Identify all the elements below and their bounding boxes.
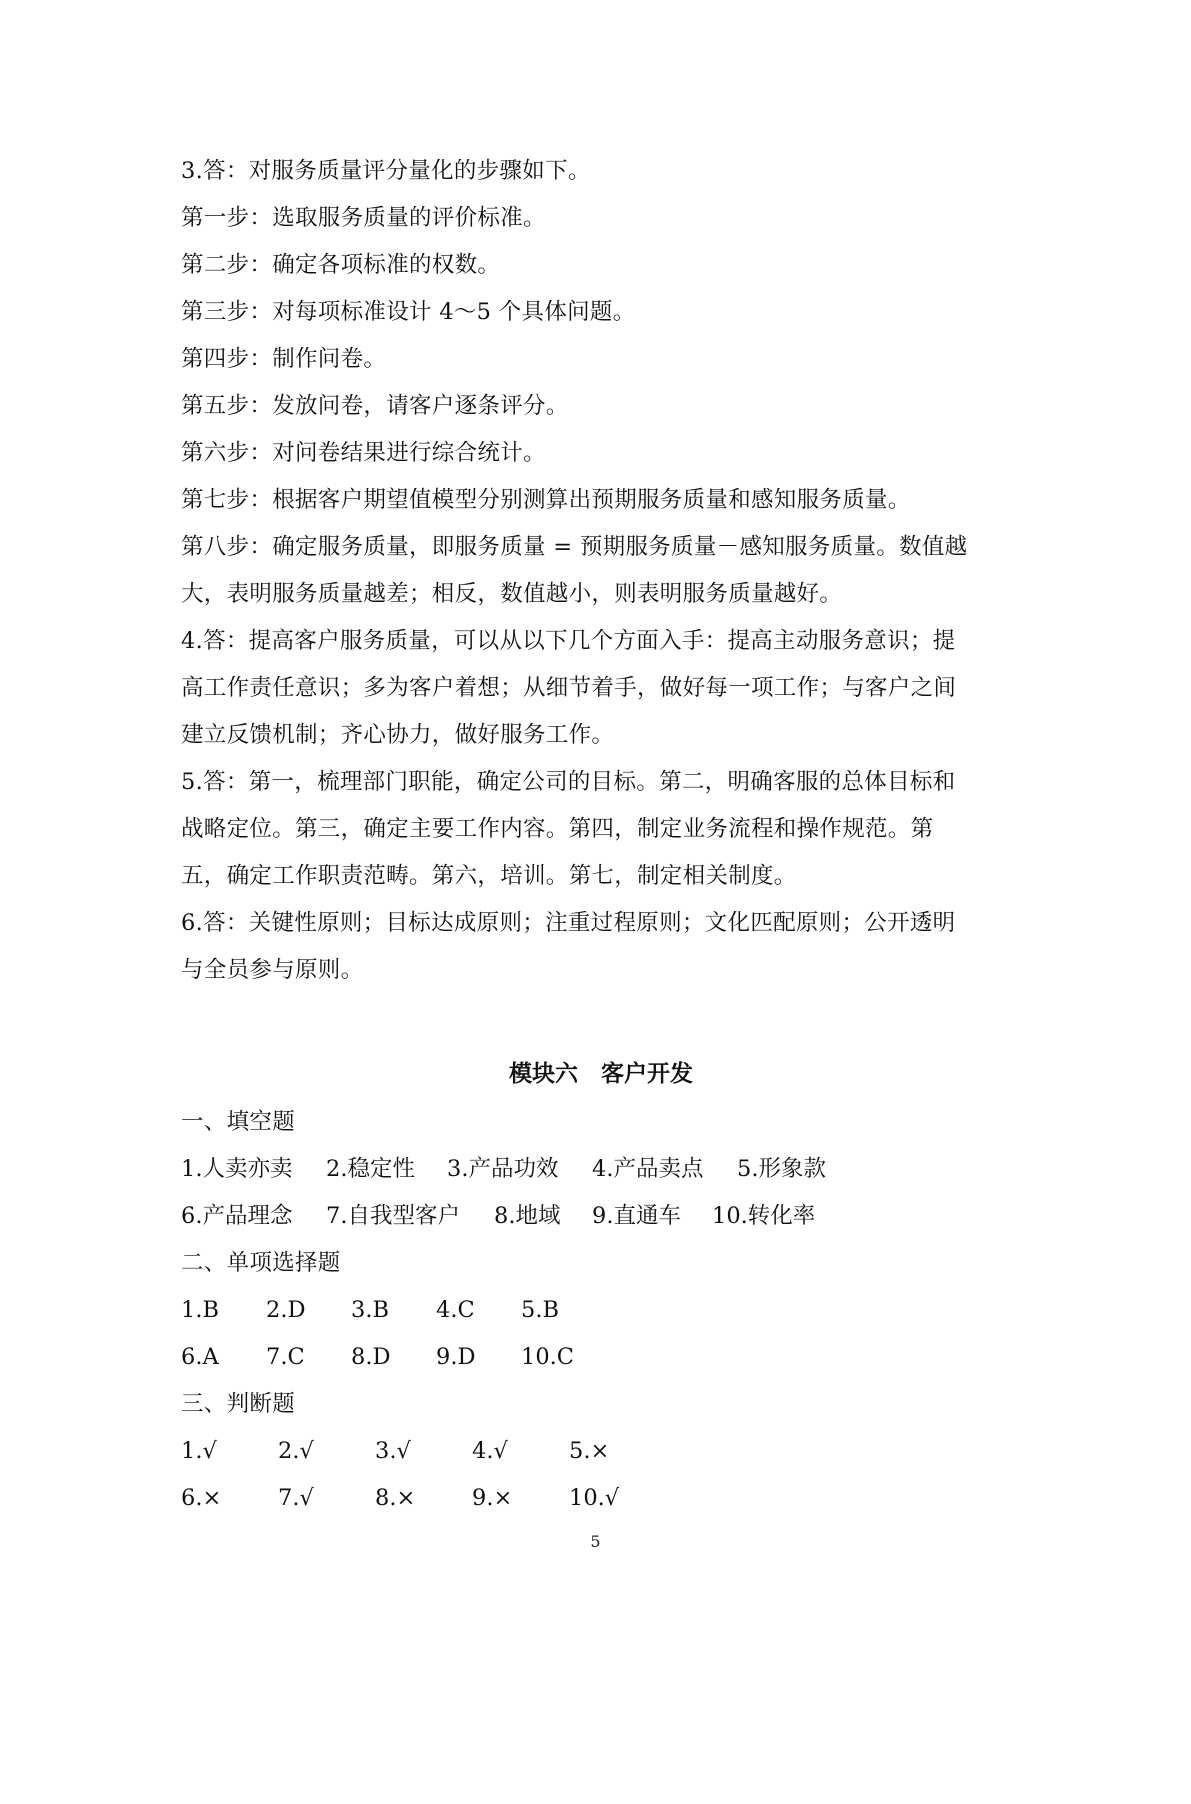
fill-answer-6: 6.产品理念: [181, 1203, 293, 1229]
choice-answer-1: 1.B: [181, 1297, 220, 1323]
fill-answer-4: 4.产品卖点: [592, 1156, 704, 1182]
judge-answer-2: 2.√: [278, 1438, 314, 1464]
choice-answer-4: 4.C: [436, 1297, 475, 1323]
section-spacer: [181, 994, 1021, 1049]
choice-answer-2: 2.D: [266, 1297, 306, 1323]
section-2-row-2: [181, 1334, 1021, 1381]
answer-6-line-1: 6.答：关键性原则；目标达成原则；注重过程原则；文化匹配原则；公开透明: [181, 910, 956, 936]
answer-6-line-2: 与全员参与原则。: [181, 957, 364, 983]
judge-answer-7: 7.√: [278, 1485, 314, 1511]
answer-3-step-4: 第四步：制作问卷。: [181, 346, 387, 372]
fill-answer-2: 2.稳定性: [326, 1156, 415, 1182]
fill-answer-3: 3.产品功效: [447, 1156, 559, 1182]
answer-3-step-7: 第七步：根据客户期望值模型分别测算出预期服务质量和感知服务质量。: [181, 487, 911, 513]
page-content: [181, 148, 1021, 1522]
judge-answer-3: 3.√: [375, 1438, 411, 1464]
fill-answer-9: 9.直通车: [592, 1203, 681, 1229]
choice-answer-3: 3.B: [351, 1297, 390, 1323]
section-1-row-2: [181, 1193, 1021, 1240]
answer-3-step-3: 第三步：对每项标准设计 4～5 个具体问题。: [181, 299, 636, 325]
section-3-row-2: [181, 1475, 1021, 1522]
page-number: 5: [590, 1532, 601, 1551]
fill-answer-8: 8.地域: [494, 1203, 561, 1229]
fill-answer-5: 5.形象款: [737, 1156, 826, 1182]
judge-answer-8: 8.×: [375, 1485, 416, 1511]
judge-answer-1: 1.√: [181, 1438, 217, 1464]
section-1-row-1: [181, 1146, 1021, 1193]
fill-answer-10: 10.转化率: [712, 1203, 816, 1229]
answer-4-line-2: 高工作责任意识；多为客户着想；从细节着手，做好每一项工作；与客户之间: [181, 675, 957, 701]
choice-answer-5: 5.B: [521, 1297, 560, 1323]
answer-4-line-1: 4.答：提高客户服务质量，可以从以下几个方面入手：提高主动服务意识；提: [181, 628, 956, 654]
choice-answer-10: 10.C: [521, 1344, 574, 1370]
fill-answer-1: 1.人卖亦卖: [181, 1156, 293, 1182]
answer-3-step-2: 第二步：确定各项标准的权数。: [181, 252, 501, 278]
answer-3-step-8-line-2: 大，表明服务质量越差；相反，数值越小，则表明服务质量越好。: [181, 581, 843, 607]
judge-answer-5: 5.×: [569, 1438, 610, 1464]
module-title: 模块六 客户开发: [509, 1061, 693, 1087]
judge-answer-6: 6.×: [181, 1485, 222, 1511]
answer-3-step-5: 第五步：发放问卷，请客户逐条评分。: [181, 393, 569, 419]
choice-answer-8: 8.D: [351, 1344, 391, 1370]
choice-answer-7: 7.C: [266, 1344, 305, 1370]
section-1-heading: 一、填空题: [181, 1109, 296, 1135]
judge-answer-10: 10.√: [569, 1485, 620, 1511]
judge-answer-9: 9.×: [472, 1485, 513, 1511]
section-3-row-1: [181, 1428, 1021, 1475]
answer-4-line-3: 建立反馈机制；齐心协力，做好服务工作。: [181, 722, 615, 748]
answer-5-line-2: 战略定位。第三，确定主要工作内容。第四，制定业务流程和操作规范。第: [181, 816, 934, 842]
judge-answer-4: 4.√: [472, 1438, 508, 1464]
choice-answer-6: 6.A: [181, 1344, 219, 1370]
answer-5-line-3: 五，确定工作职责范畴。第六，培训。第七，制定相关制度。: [181, 863, 797, 889]
answer-3-step-6: 第六步：对问卷结果进行综合统计。: [181, 440, 546, 466]
fill-answer-7: 7.自我型客户: [326, 1203, 460, 1229]
answer-5-line-1: 5.答：第一，梳理部门职能，确定公司的目标。第二，明确客服的总体目标和: [181, 769, 956, 795]
answer-3-intro: 3.答：对服务质量评分量化的步骤如下。: [181, 158, 591, 184]
section-2-row-1: [181, 1287, 1021, 1334]
answer-3-step-1: 第一步：选取服务质量的评价标准。: [181, 205, 546, 231]
section-3-heading: 三、判断题: [181, 1391, 296, 1417]
answer-3-step-8-line-1: 第八步：确定服务质量，即服务质量 = 预期服务质量－感知服务质量。数值越: [181, 534, 968, 560]
choice-answer-9: 9.D: [436, 1344, 476, 1370]
section-2-heading: 二、单项选择题: [181, 1250, 341, 1276]
